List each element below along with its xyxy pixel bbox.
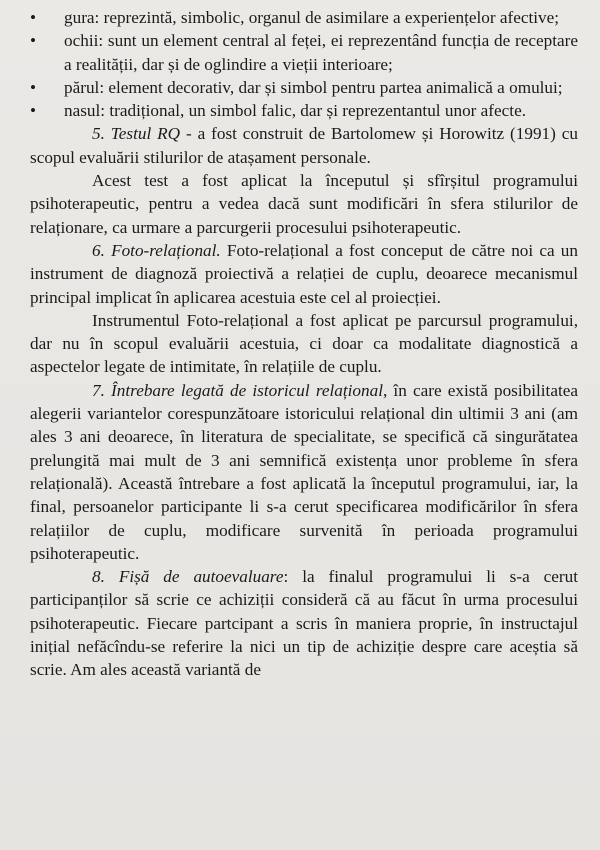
paragraph-section-5 <box>30 122 578 169</box>
section-heading: 6. Foto-relațional. <box>92 240 221 260</box>
paragraph-section-7 <box>30 379 578 565</box>
section-heading: 7. Întrebare legată de istoricul relațional <box>92 380 383 400</box>
paragraph-text: - a fost construit de Bartolomew și Horowitz (1991) cu scopul evaluării stilurilor de atașament personale. <box>30 124 578 167</box>
paragraph-text: : la finalul programului li s-a cerut participanților să scrie ce achiziții consideră că au făcut în urma procesului psihoterapeutic. Fiecare partcipant a scris în maniera proprie, în instructajul inițial nefăcîndu-se referire la nici un tip de achiziție despre care aceștia să scrie. Am ales această variantă de <box>30 567 578 680</box>
list-item <box>30 29 578 76</box>
bullet-icon: • <box>30 77 37 97</box>
list-item-text: gura: reprezintă, simbolic, organul de asimilare a experiențelor afective; <box>64 8 560 27</box>
paragraph: Instrumentul Foto-relațional a fost aplicat pe parcursul programului, dar nu în scopul evaluării acestuia, ci doar ca modalitate diagnostică a aspectelor legate de intimitate, în relațiile de cuplu. <box>30 310 578 377</box>
bullet-icon: • <box>30 31 37 51</box>
list-item <box>30 99 578 122</box>
paragraph-section-8 <box>30 565 578 681</box>
paragraph: Acest test a fost aplicat la începutul și sfîrșitul programului psihoterapeutic, pentru a vedea dacă sunt modificări în sfera stilurilor de relaționare, ca urmare a parcurgerii procesului psihoterapeutic. <box>30 171 578 237</box>
list-item <box>30 76 578 99</box>
section-heading: 8. Fișă de autoevaluare <box>92 567 284 587</box>
paragraph-section-6 <box>30 239 578 309</box>
paragraph-text: , în care există posibilitatea alegerii variantelor corespunzătoare istoricului relațional din ultimii 3 ani (am ales 3 ani deoarece, în literatura de specialitate, se specifică că singurătatea prelungită mai mult de 3 ani semnifică existența unor probleme în sfera relațională). Această întrebare a fost aplicată la începutul programului, iar, la final, persoanelor participante li s-a cerut specificarea modificărilor în sfera relațiilor de cuplu, modificare survenită în perioada programului psihoterapeutic. <box>30 380 578 563</box>
bullet-icon: • <box>30 8 37 27</box>
list-item <box>30 6 578 29</box>
bullet-icon: • <box>30 101 37 121</box>
list-item-text: ochii: sunt un element central al feței, ei reprezentând funcția de receptare a realității, dar și de oglindire a vieții interioare; <box>64 31 578 74</box>
bullet-list <box>30 6 578 122</box>
list-item-text: nasul: tradițional, un simbol falic, dar și reprezentantul unor afecte. <box>64 101 526 121</box>
body-text <box>30 6 578 682</box>
section-heading: 5. Testul RQ <box>92 124 181 144</box>
list-item-text: părul: element decorativ, dar și simbol pentru partea animalică a omului; <box>64 77 563 97</box>
paragraph-text: Foto-relațional a fost conceput de către noi ca un instrument de diagnoză proiectivă a relației de cuplu, deoarece mecanismul principal implicat în aplicarea acestuia este cel al proiecției. <box>30 240 578 307</box>
